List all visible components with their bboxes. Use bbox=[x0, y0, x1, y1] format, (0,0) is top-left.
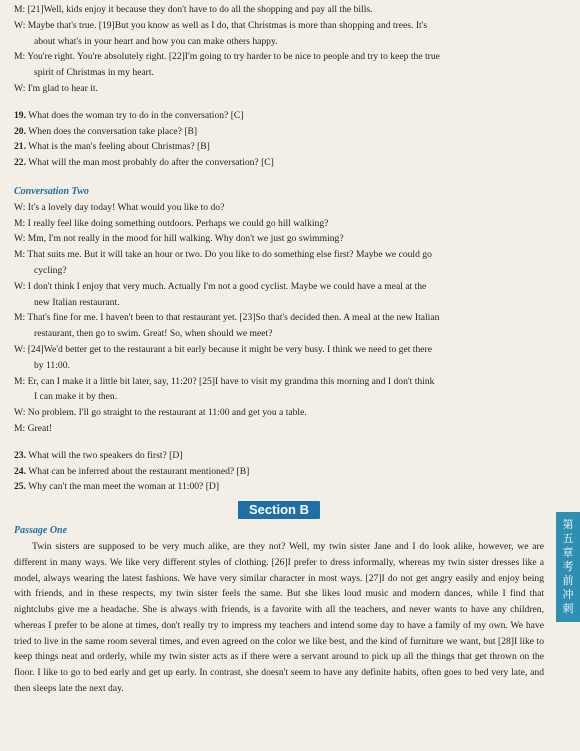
dialogue-line: M: That's fine for me. I haven't been to that restaurant yet. [23]So that's decided then. A meal at the new Italian bbox=[14, 312, 440, 324]
dialogue-line: M: You're right. You're absolutely right. [22]I'm going to try harder to be nice to people and try to keep the true bbox=[14, 51, 440, 63]
chapter-side-tab: 第 五 章 考 前 冲 刺 bbox=[556, 512, 580, 622]
dialogue-line: M: Great! bbox=[14, 422, 53, 434]
question-item: 25. Why can't the man meet the woman at 11:00? [D] bbox=[14, 481, 220, 493]
conversation-one-continued bbox=[14, 2, 544, 97]
dialogue-line: M: Er, can I make it a little bit later, say, 11:20? [25]I have to visit my grandma this morning and I don't think bbox=[14, 375, 435, 387]
dialogue-line: W: Mm, I'm not really in the mood for hill walking. Why don't we just go swimming? bbox=[14, 233, 344, 245]
dialogue-line: W: Maybe that's true. [19]But you know as well as I do, that Christmas is more than shopping and trees. It's bbox=[14, 19, 428, 31]
dialogue-line: spirit of Christmas in my heart. bbox=[34, 67, 154, 79]
dialogue-line: W: I don't think I enjoy that very much. Actually I'm not a good cyclist. Maybe we could have a meal at the bbox=[14, 280, 427, 292]
question-item: 23. What will the two speakers do first? [D] bbox=[14, 449, 183, 461]
section-b-banner: Section B bbox=[238, 501, 320, 519]
questions-two bbox=[14, 448, 544, 495]
conversation-two-heading: Conversation Two bbox=[14, 185, 89, 197]
question-item: 20. When does the conversation take place? [B] bbox=[14, 125, 198, 137]
dialogue-line: W: I'm glad to hear it. bbox=[14, 82, 98, 94]
dialogue-line: new Italian restaurant. bbox=[34, 296, 120, 308]
dialogue-line: about what's in your heart and how you can make others happy. bbox=[34, 35, 278, 47]
dialogue-line: I can make it by then. bbox=[34, 391, 118, 403]
dialogue-line: W: [24]We'd better get to the restaurant a bit early because it might be very busy. I think we need to get there bbox=[14, 343, 432, 355]
dialogue-line: W: No problem. I'll go straight to the restaurant at 11:00 and get you a table. bbox=[14, 407, 307, 419]
document-page bbox=[14, 2, 544, 697]
question-item: 19. What does the woman try to do in the conversation? [C] bbox=[14, 109, 244, 121]
question-item: 22. What will the man most probably do after the conversation? [C] bbox=[14, 157, 274, 169]
question-item: 21. What is the man's feeling about Christmas? [B] bbox=[14, 141, 210, 153]
dialogue-line: restaurant, then go to swim. Great! So, when should we meet? bbox=[34, 328, 273, 340]
dialogue-line: cycling? bbox=[34, 264, 67, 276]
dialogue-line: by 11:00. bbox=[34, 359, 70, 371]
passage-one-text: Twin sisters are supposed to be very much alike, are they not? Well, my twin sister Jane and I do look alike, however, we are different in many ways. We like very different styles of clothing. [26]I prefer to dress informally, whereas my twin sister dresses like a model, always wearing the latest fashions. We have very similar character in most ways. [27]I do not get angry easily and enjoy being with friends, and in these respects, my twin sister feels the same. But she likes loud music and modern dances, while I find that nightclubs give me a headache. She is always with friends, is a favorite with all the teachers, and never wants to have any children, whereas I prefer to be alone at times, don't really try to impress my teachers and intend some day to have a family of my own. We have tried to live in the same room several times, and even agreed on the color we like best, and the kind of furniture we want, but [28]I like to keep things neat and orderly, while my twin sister acts as if there were a servant around to pick up all the things that get thrown on the floor. I like to go to bed early and get up early. In contrast, she doesn't seem to have any definite habits, often goes to bed very late, and then sleeps late the next day. bbox=[14, 540, 544, 695]
passage-one-heading: Passage One bbox=[14, 525, 68, 537]
dialogue-line: M: [21]Well, kids enjoy it because they don't have to do all the shopping and pay all the bills. bbox=[14, 4, 373, 15]
questions-one bbox=[14, 108, 544, 171]
dialogue-line: W: It's a lovely day today! What would you like to do? bbox=[14, 201, 225, 213]
question-item: 24. What can be inferred about the restaurant mentioned? [B] bbox=[14, 465, 250, 477]
dialogue-line: M: I really feel like doing something outdoors. Perhaps we could go hill walking? bbox=[14, 217, 329, 229]
dialogue-line: M: That suits me. But it will take an hour or two. Do you like to do something else first? Maybe we could go bbox=[14, 249, 432, 261]
conversation-two bbox=[14, 200, 544, 437]
